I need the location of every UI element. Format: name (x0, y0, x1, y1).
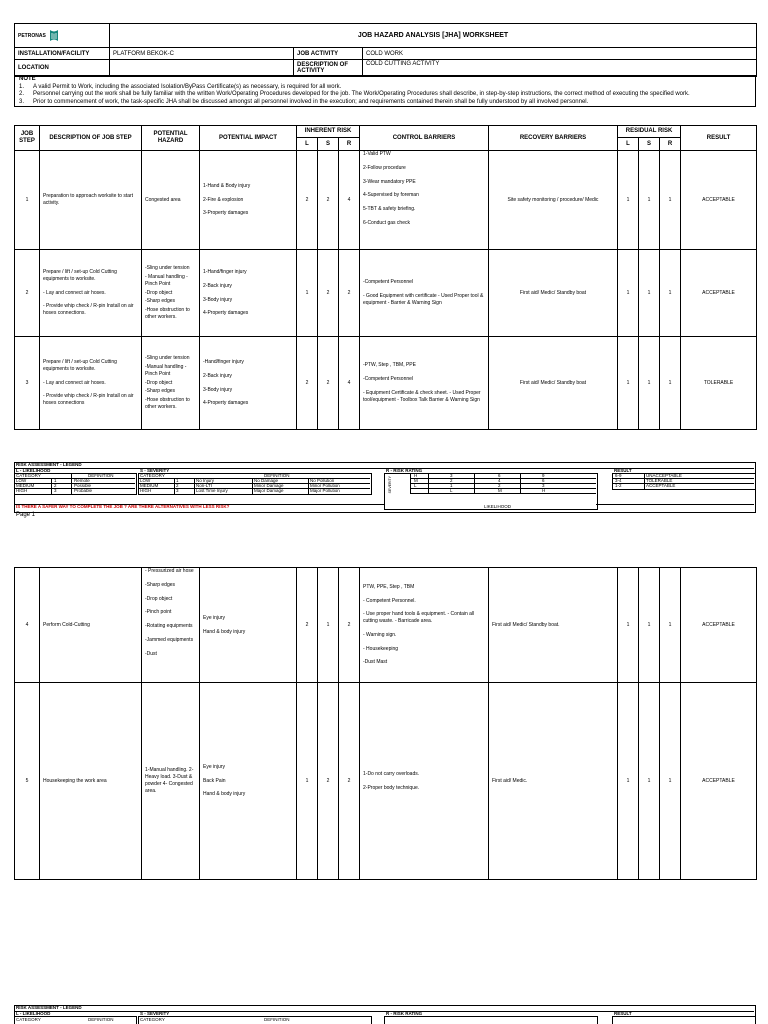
step-impact: Eye injury Hand & body injury (200, 568, 297, 683)
likelihood-header: DEFINITION (88, 473, 114, 478)
rating-xlabel: LIKELIHOOD (484, 504, 512, 509)
severity-cell: Minor Pollution (310, 483, 340, 488)
residual-s-value: 1 (639, 250, 660, 337)
step-result: ACCEPTABLE (681, 250, 757, 337)
job-activity-label: JOB ACTIVITY (294, 48, 363, 60)
severity-cell: LOW (140, 478, 151, 483)
step-hazard: 1-Manual handling. 2-Heavy load. 3-Dust & powder 4- Congested area. (142, 683, 200, 880)
step-description: Prepare / lift / set-up Cold Cutting equipments to worksite. - Lay and connect air hoses. - Provide whip check / R-pin Install on air hoses connections. (40, 250, 142, 337)
severity-cell: No Injury (196, 478, 215, 483)
rating-cell: 3 (450, 473, 453, 478)
result-range: 3-4 (615, 478, 622, 483)
legend-title: RISK ASSESSMENT - LEGEND (16, 1005, 82, 1010)
rating-cell: 6 (542, 478, 545, 483)
col-result: RESULT (681, 126, 757, 151)
step-control: PTW, PPE, Step , TBM - Competent Personnel. - Use proper hand tools & equipment. - Contain all cutting waste. - Barricade area. - Warning sign. - Housekeeping -Dust Mast (360, 568, 489, 683)
company-logo (18, 29, 106, 43)
col-inherent-risk: INHERENT RISK (297, 126, 360, 138)
note-box (14, 75, 756, 107)
logo-cell (15, 24, 110, 48)
severity-cell: 1 (176, 478, 179, 483)
result-title: RESULT (614, 468, 632, 473)
page-number: Page 1 (16, 512, 36, 518)
severity-cell: HIGH (140, 488, 152, 493)
step-control: -PTW, Step , TBM, PPE -Competent Personnel - Equipment Certificate & check sheet. - Used Proper tool/equipment - Toolbox Talk Barrier & Warning Sign (360, 337, 489, 430)
rating-cell: 2 (498, 483, 501, 488)
severity-cell: Non-LTI (196, 483, 212, 488)
residual-s-value: 1 (639, 337, 660, 430)
col-residual-r: R (660, 138, 681, 151)
result-label: TOLERABLE (646, 478, 673, 483)
step-impact: Eye injury Back Pain Hand & body injury (200, 683, 297, 880)
step-result: ACCEPTABLE (681, 568, 757, 683)
rating-cell: 4 (498, 478, 501, 483)
step-description: Prepare / lift / set-up Cold Cutting equipments to worksite. - Lay and connect air hoses. - Provide whip check / R-pin Install on air hoses connections (40, 337, 142, 430)
residual-r-value: 1 (660, 337, 681, 430)
step-hazard: -Sling under tension -Manual handling -Pinch Point -Drop object -Sharp edges -Hose obstruction to other workers. (142, 337, 200, 430)
result-range: 1-2 (615, 483, 622, 488)
inherent-l-value: 2 (297, 568, 318, 683)
likelihood-cell: 2 (54, 483, 57, 488)
inherent-l-value: 2 (297, 151, 318, 250)
step-recovery: First aid/ Medic. (489, 683, 618, 880)
step-number: 5 (15, 683, 40, 880)
col-residual-l: L (618, 138, 639, 151)
likelihood-cell: HIGH (16, 488, 28, 493)
likelihood-header: DEFINITION (88, 1017, 114, 1022)
step-impact: -Hand/finger injury 2-Back injury 3-Body injury 4-Property damages (200, 337, 297, 430)
rating-cell: 6 (498, 473, 501, 478)
likelihood-cell: Remote (74, 478, 90, 483)
rating-cell: 2 (450, 478, 453, 483)
step-impact: 1-Hand & Body injury 2-Fire & explosion 3-Property damages (200, 151, 297, 250)
petronas-logo-icon (48, 29, 60, 43)
note-title: NOTE (19, 76, 36, 82)
description-label: DESCRIPTION OF ACTIVITY (294, 60, 363, 77)
installation-value: PLATFORM BEKOK-C (110, 48, 294, 60)
residual-s-value: 1 (639, 151, 660, 250)
col-description: DESCRIPTION OF JOB STEP (40, 126, 142, 151)
table-row (15, 250, 757, 337)
col-hazard: POTENTIAL HAZARD (142, 126, 200, 151)
severity-cell: 3 (176, 488, 179, 493)
likelihood-cell: 3 (54, 488, 57, 493)
col-residual-s: S (639, 138, 660, 151)
col-residual-risk: RESIDUAL RISK (618, 126, 681, 138)
description-value: COLD CUTTING ACTIVITY (363, 60, 757, 77)
residual-l-value: 1 (618, 568, 639, 683)
step-description: Preparation to approach worksite to start activity. (40, 151, 142, 250)
rating-title: R - RISK RATING (386, 468, 423, 473)
step-recovery: First aid/ Medic/ Standby boat (489, 337, 618, 430)
col-inherent-l: L (297, 138, 318, 151)
step-control: -Competent Personnel - Good Equipment with certificate - Used Proper tool & equipment - Barrier & Warning Sign (360, 250, 489, 337)
col-job-step: JOB STEP (15, 126, 40, 151)
step-control: 1-Do not carry overloads. 2-Proper body technique. (360, 683, 489, 880)
severity-title: S - SEVERITY (140, 468, 170, 473)
likelihood-cell: Probable (74, 488, 93, 493)
severity-cell: Lost Time Injury (196, 488, 228, 493)
residual-r-value: 1 (660, 683, 681, 880)
col-recovery: RECOVERY BARRIERS (489, 126, 618, 151)
result-title: RESULT (614, 1011, 632, 1016)
step-number: 4 (15, 568, 40, 683)
inherent-s-value: 2 (318, 151, 339, 250)
severity-cell: Minor Damage (254, 483, 284, 488)
job-activity-value: COLD WORK (363, 48, 757, 60)
step-number: 3 (15, 337, 40, 430)
rating-cell: 3 (542, 483, 545, 488)
table-row (15, 151, 757, 250)
col-inherent-r: R (339, 138, 360, 151)
step-result: ACCEPTABLE (681, 683, 757, 880)
inherent-s-value: 1 (318, 568, 339, 683)
inherent-r-value: 4 (339, 151, 360, 250)
note-item: 2. Personnel carrying out the work shall be fully familiar with the written Work/Operating Procedures developed for the job. The Work/Operating Procedures shall describe, in step-by-step instructions, the correct method of executing the specified work. (19, 91, 690, 97)
inherent-s-value: 2 (318, 250, 339, 337)
residual-s-value: 1 (639, 568, 660, 683)
likelihood-cell: LOW (16, 478, 27, 483)
location-label: LOCATION (15, 60, 110, 77)
inherent-s-value: 2 (318, 337, 339, 430)
step-hazard: - Pressurized air hose -Sharp edges -Drop object -Pinch point -Rotating equipments -Jammed equipments -Dust (142, 568, 200, 683)
likelihood-header: CATEGORY (16, 473, 41, 478)
rating-title: R - RISK RATING (386, 1011, 423, 1016)
step-hazard: Congested area (142, 151, 200, 250)
table-row (15, 683, 757, 880)
inherent-l-value: 2 (297, 337, 318, 430)
residual-s-value: 1 (639, 683, 660, 880)
inherent-r-value: 2 (339, 250, 360, 337)
inherent-l-value: 1 (297, 683, 318, 880)
result-range: 6-9 (615, 473, 622, 478)
result-label: ACCEPTABLE (646, 483, 676, 488)
severity-title: S - SEVERITY (140, 1011, 170, 1016)
rating-col: L (450, 488, 453, 493)
location-value (110, 60, 294, 77)
step-recovery: Site safety monitoring / procedure/ Medic (489, 151, 618, 250)
installation-label: INSTALLATION/FACILITY (15, 48, 110, 60)
inherent-r-value: 2 (339, 683, 360, 880)
residual-r-value: 1 (660, 568, 681, 683)
severity-cell: No Pollution (310, 478, 335, 483)
likelihood-header: CATEGORY (16, 1017, 41, 1022)
likelihood-title: L - LIKELIHOOD (16, 1011, 51, 1016)
inherent-s-value: 2 (318, 683, 339, 880)
severity-cell: No Damage (254, 478, 279, 483)
jha-table-page-1 (14, 125, 757, 430)
rating-cell: M (414, 478, 418, 483)
severity-cell: 2 (176, 483, 179, 488)
rating-cell: 1 (450, 483, 453, 488)
inherent-l-value: 1 (297, 250, 318, 337)
severity-header: CATEGORY (140, 1017, 165, 1022)
step-description: Housekeeping the work area (40, 683, 142, 880)
likelihood-cell: MEDIUM (16, 483, 35, 488)
step-impact: 1-Hand/finger injury 2-Back injury 3-Body injury 4-Property damages (200, 250, 297, 337)
severity-header: DEFINITION (264, 473, 290, 478)
step-number: 2 (15, 250, 40, 337)
step-description: Perform Cold-Cutting (40, 568, 142, 683)
step-recovery: First aid/ Medic/ Standby boat. (489, 568, 618, 683)
table-row (15, 568, 757, 683)
rating-cell: 9 (542, 473, 545, 478)
legend-title: RISK ASSESSMENT - LEGEND (16, 462, 82, 467)
severity-header: CATEGORY (140, 473, 165, 478)
step-result: TOLERABLE (681, 337, 757, 430)
rating-axis-label: SEVERITY (388, 476, 392, 494)
step-hazard: -Sling under tension - Manual handling -Pinch Point -Drop object -Sharp edges -Hose obstruction to other workers. (142, 250, 200, 337)
likelihood-title: L - LIKELIHOOD (16, 468, 51, 473)
rating-col: M (498, 488, 502, 493)
residual-r-value: 1 (660, 250, 681, 337)
inherent-r-value: 2 (339, 568, 360, 683)
table-row (15, 337, 757, 430)
rating-col: H (542, 488, 546, 493)
worksheet-title: JOB HAZARD ANALYSIS [JHA] WORKSHEET (110, 24, 757, 48)
severity-cell: MEDIUM (140, 483, 159, 488)
rating-cell: H (414, 473, 418, 478)
residual-l-value: 1 (618, 151, 639, 250)
jha-table-page-2 (14, 567, 757, 880)
residual-l-value: 1 (618, 250, 639, 337)
severity-header: DEFINITION (264, 1017, 290, 1022)
step-number: 1 (15, 151, 40, 250)
result-label: UNACCEPTABLE (646, 473, 682, 478)
note-item: 1. A valid Permit to Work, including the associated Isolation/ByPass Certificate(s) as necessary, is required for all work. (19, 83, 342, 90)
residual-l-value: 1 (618, 683, 639, 880)
step-result: ACCEPTABLE (681, 151, 757, 250)
severity-cell: Major Pollution (310, 488, 340, 493)
note-item: 3. Prior to commencement of work, the task-specific JHA shall be discussed amongst all personnel involved in the execution; and requirements contained therein shall be fully understood by all involved personnel. (19, 98, 589, 105)
risk-legend-2 (14, 1005, 756, 1024)
severity-cell: Major Damage (254, 488, 284, 493)
likelihood-cell: 1 (54, 478, 57, 483)
col-impact: POTENTIAL IMPACT (200, 126, 297, 151)
step-recovery: First aid/ Medic/ Standby boat (489, 250, 618, 337)
residual-r-value: 1 (660, 151, 681, 250)
col-inherent-s: S (318, 138, 339, 151)
company-name: PETRONAS (18, 32, 46, 39)
inherent-r-value: 4 (339, 337, 360, 430)
step-control: 1-Valid PTW 2-Follow procedure 3-Wear mandatory PPE 4-Supervised by foreman 5-TBT & safety briefing. 6-Conduct gas check (360, 151, 489, 250)
rating-cell: L (414, 483, 417, 488)
likelihood-cell: Possible (74, 483, 92, 488)
risk-legend (14, 462, 756, 514)
safer-way-question: IS THERE A SAFER WAY TO COMPLETE THE JOB ? ARE THERE ALTERNATIVES WITH LESS RISK? (16, 504, 230, 509)
residual-l-value: 1 (618, 337, 639, 430)
col-control: CONTROL BARRIERS (360, 126, 489, 151)
header-table (14, 23, 757, 77)
